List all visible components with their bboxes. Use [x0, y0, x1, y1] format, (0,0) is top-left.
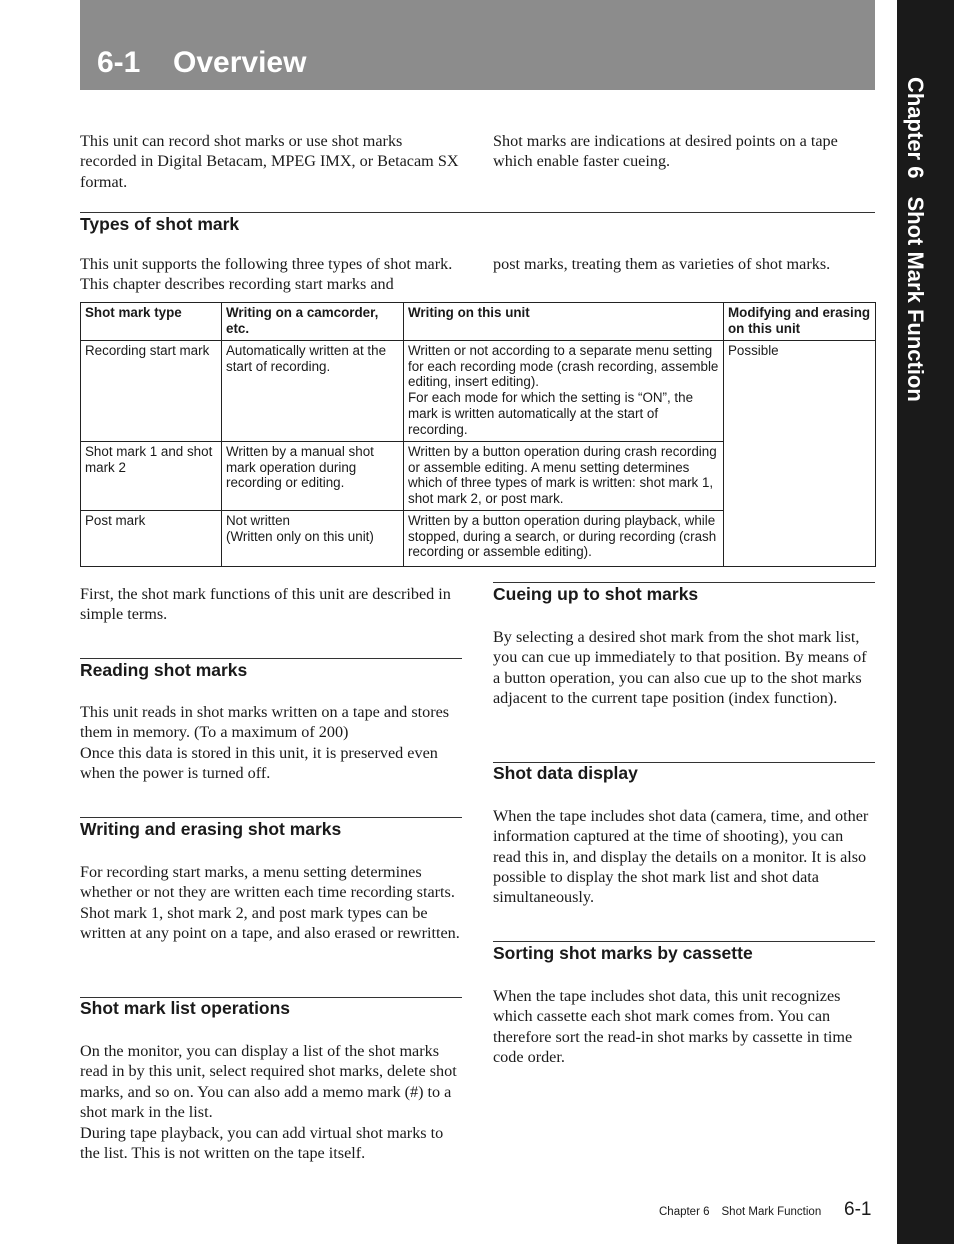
writing-section-heading: Writing and erasing shot marks: [80, 819, 342, 839]
table-cell-line: (Written only on this unit): [226, 528, 374, 544]
sorting-section-rule: [493, 941, 875, 942]
table-header-cell: Shot mark type: [81, 303, 222, 341]
reading-paragraph-1: This unit reads in shot marks written on a tape and stores them in memory. (To a maximum of 200): [80, 703, 450, 742]
side-tab-chapter: Chapter 6: [903, 77, 928, 179]
table-cell: [404, 341, 724, 442]
footer-chapter-label: [659, 1206, 821, 1218]
types-left-paragraph: This unit supports the following three types of shot mark. This chapter describes recording start marks and: [80, 255, 453, 294]
intro-left-paragraph: This unit can record shot marks or use shot marks recorded in Digital Betacam, MPEG IMX, or Betacam SX format.: [80, 132, 459, 191]
intro-right-paragraph: Shot marks are indications at desired points on a tape which enable faster cueing.: [493, 132, 838, 171]
sorting-section-heading: Sorting shot marks by cassette: [493, 943, 753, 963]
table-cell-line: Not written: [226, 513, 290, 528]
list-ops-section-heading: Shot mark list operations: [80, 998, 291, 1018]
footer-chapter: Chapter 6: [659, 1206, 710, 1218]
chapter-side-tab: [897, 0, 954, 1244]
footer-title: Shot Mark Function: [721, 1206, 822, 1218]
writing-paragraph: For recording start marks, a menu setting determines whether or not they are written each time recording starts. Shot mark 1, shot mark 2, and post mark types can be written at any point on a tape, and also erased or rewritten.: [80, 863, 460, 942]
page-number: 6-1: [844, 1199, 872, 1220]
cueing-section-heading: Cueing up to shot marks: [493, 584, 699, 604]
table-cell: [222, 511, 404, 567]
table-cell-line: For each mode for which the setting is “ON”, the mark is written automatically at the start of recording.: [408, 390, 694, 437]
reading-section-rule: [80, 658, 462, 659]
cueing-paragraph: By selecting a desired shot mark from the shot mark list, you can cue up immediately to that position. By means of a button operation, you can also cue up to the shot marks adjacent to the current tape position (index function).: [493, 628, 867, 707]
reading-section-heading: Reading shot marks: [80, 660, 248, 680]
table-cell: Shot mark 1 and shot mark 2: [81, 442, 222, 511]
section-number: 6-1: [97, 46, 141, 79]
types-section-heading: Types of shot mark: [80, 214, 240, 234]
table-cell: Recording start mark: [81, 341, 222, 442]
shot-data-section-heading: Shot data display: [493, 763, 638, 783]
cueing-section-rule: [493, 582, 875, 583]
table-cell: Written by a button operation during playback, while stopped, during a search, or during recording (crash recording or assemble editing).: [404, 511, 724, 567]
table-cell: Automatically written at the start of recording.: [222, 341, 404, 442]
table-cell: Written by a manual shot mark operation during recording or editing.: [222, 442, 404, 511]
side-tab-label: [904, 77, 926, 402]
table-cell: Post mark: [81, 511, 222, 567]
table-cell: Written by a button operation during crash recording or assemble editing. A menu setting determines which of three types of mark is written: shot mark 1, shot mark 2, or post mark.: [404, 442, 724, 511]
sorting-paragraph: When the tape includes shot data, this unit recognizes which cassette each shot mark comes from. You can therefore sort the read-in shot marks by cassette in time code order.: [493, 987, 853, 1066]
chapter-banner: [80, 0, 875, 90]
reading-paragraph-2: Once this data is stored in this unit, it is preserved even when the power is turned off.: [80, 744, 438, 783]
page-title: [97, 46, 306, 80]
side-tab-title: Shot Mark Function: [903, 196, 928, 402]
types-section-rule: [80, 212, 875, 213]
list-ops-paragraph-2: During tape playback, you can add virtual shot marks to the list. This is not written on the tape itself.: [80, 1124, 444, 1163]
after-table-paragraph: First, the shot mark functions of this unit are described in simple terms.: [80, 585, 451, 624]
table-header-cell: Modifying and erasing on this unit: [724, 303, 876, 341]
table-row: [81, 341, 876, 442]
shot-mark-types-table: [80, 302, 876, 567]
types-right-paragraph: post marks, treating them as varieties of shot marks.: [493, 255, 831, 273]
list-ops-paragraph-1: On the monitor, you can display a list of the shot marks read in by this unit, select required shot marks, delete shot marks, and so on. You can also add a memo mark (#) to a shot mark in the list.: [80, 1042, 457, 1121]
table-cell-modify: Possible: [724, 341, 876, 567]
writing-section-rule: [80, 817, 462, 818]
section-title: Overview: [173, 46, 307, 79]
table-header-cell: Writing on this unit: [404, 303, 724, 341]
shot-data-paragraph: When the tape includes shot data (camera, time, and other information captured at the time of shooting), you can read this in, and display the details on a monitor. It is also possible to display the shot mark list and shot data simultaneously.: [493, 807, 869, 907]
table-header-row: [81, 303, 876, 341]
table-header-cell: Writing on a camcorder, etc.: [222, 303, 404, 341]
table-cell-line: Written or not according to a separate menu setting for each recording mode (crash recording, assemble editing, insert editing).: [408, 343, 719, 390]
